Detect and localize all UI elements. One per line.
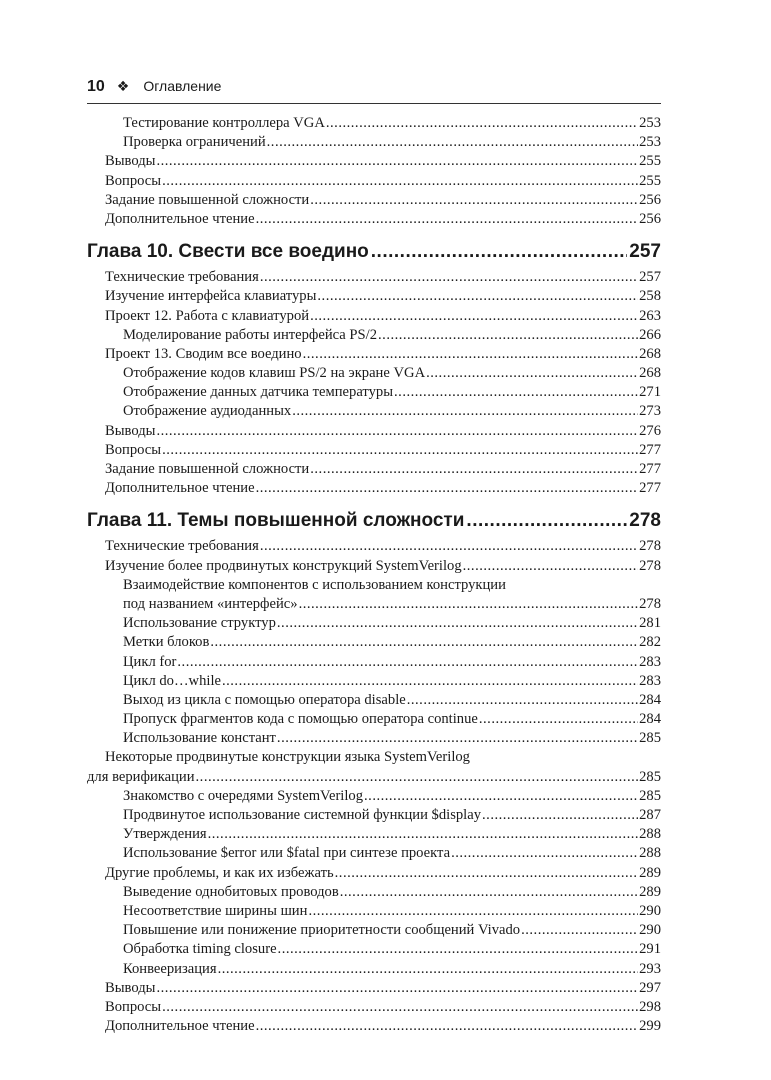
toc-entry[interactable] xyxy=(87,864,661,883)
toc-entry[interactable] xyxy=(87,345,661,364)
toc-entry[interactable] xyxy=(87,191,661,210)
dot-leader xyxy=(364,787,638,806)
entry-title: Выход из цикла с помощью оператора disable xyxy=(123,691,406,708)
page-number: 10 xyxy=(87,78,105,95)
entry-title: Использование констант xyxy=(123,730,276,747)
dot-leader xyxy=(310,307,638,326)
entry-page: 285 xyxy=(639,730,661,747)
entry-page: 289 xyxy=(639,883,661,900)
dot-leader xyxy=(256,479,639,498)
entry-title: под названием «интерфейс» xyxy=(123,595,298,612)
toc-entry[interactable] xyxy=(87,825,661,844)
toc-entry[interactable] xyxy=(87,537,661,556)
entry-page: 293 xyxy=(639,960,661,977)
entry-page: 283 xyxy=(639,672,661,689)
entry-title: Использование структур xyxy=(123,615,276,632)
entry-page: 276 xyxy=(639,422,661,439)
entry-title: Дополнительное чтение xyxy=(105,480,255,497)
entry-title: Изучение интерфейса клавиатуры xyxy=(105,288,317,305)
dot-leader xyxy=(256,210,639,229)
entry-page: 277 xyxy=(639,461,661,477)
diamond-ornament-icon: ❖ xyxy=(116,78,130,94)
entry-title: Использование $error или $fatal при синтезе проекта xyxy=(123,845,451,862)
toc-entry[interactable] xyxy=(87,653,661,672)
entry-page: 256 xyxy=(639,210,661,227)
toc-entry[interactable] xyxy=(87,1017,661,1036)
entry-page: 283 xyxy=(639,653,661,670)
entry-title: Задание повышенной сложности xyxy=(105,461,310,477)
entry-title: Дополнительное чтение xyxy=(105,210,255,227)
entry-page: 299 xyxy=(639,1018,661,1035)
entry-page: 268 xyxy=(639,345,661,362)
dot-leader xyxy=(310,191,638,210)
entry-title: Тестирование контроллера VGA xyxy=(123,115,325,131)
toc-entry[interactable] xyxy=(87,152,661,171)
entry-title: Утверждения xyxy=(123,826,207,843)
toc-entry[interactable] xyxy=(87,806,661,825)
entry-title: Обработка timing closure xyxy=(123,941,277,958)
entry-page: 255 xyxy=(639,172,661,189)
running-header xyxy=(87,78,661,100)
toc-entry[interactable] xyxy=(87,326,661,345)
dot-leader xyxy=(218,960,639,979)
entry-title: Пропуск фрагментов кода с помощью оператора continue xyxy=(123,711,478,728)
entry-title: Вопросы xyxy=(105,441,162,458)
entry-page: 291 xyxy=(639,941,661,958)
dot-leader xyxy=(210,633,638,652)
entry-page: 277 xyxy=(639,441,661,458)
entry-title: Технические требования xyxy=(105,538,259,555)
entry-title: Выводы xyxy=(105,979,156,996)
entry-title: Цикл do…while xyxy=(123,672,221,689)
toc-entry[interactable] xyxy=(87,172,661,191)
entry-title: Вопросы xyxy=(105,998,162,1015)
dot-leader xyxy=(162,441,638,460)
dot-leader xyxy=(156,979,638,998)
toc-entry[interactable] xyxy=(87,268,661,287)
dot-leader xyxy=(463,557,638,576)
toc-entry[interactable] xyxy=(87,921,661,940)
toc-entry[interactable] xyxy=(87,672,661,691)
dot-leader xyxy=(260,268,638,287)
chapter-title: Глава 10. Свести все воедино xyxy=(87,241,369,263)
entry-title: Выведение однобитовых проводов xyxy=(123,883,339,900)
toc-entry[interactable] xyxy=(87,691,661,710)
entry-title: Знакомство с очередями SystemVerilog xyxy=(123,787,364,804)
entry-page: 271 xyxy=(639,384,661,401)
chapter-title: Глава 11. Темы повышенной сложности xyxy=(87,510,465,532)
toc-entry[interactable] xyxy=(87,960,661,979)
toc-entry[interactable] xyxy=(87,383,661,402)
entry-page: 258 xyxy=(639,288,661,305)
dot-leader xyxy=(479,710,638,729)
entry-title: Конвееризация xyxy=(123,960,217,977)
dot-leader xyxy=(310,460,638,479)
toc-entry[interactable] xyxy=(87,479,661,498)
entry-page: 288 xyxy=(639,845,661,862)
toc-entry[interactable] xyxy=(87,940,661,959)
dot-leader xyxy=(196,768,639,787)
chapter-page: 278 xyxy=(629,510,661,532)
toc-entry[interactable] xyxy=(87,844,661,863)
entry-page: 284 xyxy=(639,711,661,728)
chapter-10-heading[interactable] xyxy=(87,239,661,265)
chapter-10-entries xyxy=(87,268,661,498)
entry-page: 297 xyxy=(639,979,661,996)
entry-page: 277 xyxy=(639,480,661,497)
dot-leader xyxy=(260,537,638,556)
toc-entry[interactable] xyxy=(87,633,661,652)
entry-title: для верификации xyxy=(87,768,195,785)
dot-leader xyxy=(378,326,638,345)
entry-page: 282 xyxy=(639,634,661,651)
entry-title: Проверка ограничений xyxy=(123,134,266,151)
entry-title: Другие проблемы, и как их избежать xyxy=(105,864,334,881)
entry-page: 290 xyxy=(639,902,661,919)
entry-title: Задание повышенной сложности xyxy=(105,191,310,208)
dot-leader xyxy=(162,172,638,191)
dot-leader xyxy=(466,508,627,534)
entry-title: Выводы xyxy=(105,422,156,439)
entry-title: Метки блоков xyxy=(123,634,210,651)
dot-leader xyxy=(208,825,639,844)
toc-entry[interactable] xyxy=(87,133,661,152)
dot-leader xyxy=(451,844,638,863)
toc-entry[interactable] xyxy=(87,979,661,998)
entry-title: Цикл for xyxy=(123,653,177,670)
entry-page: 266 xyxy=(639,326,661,343)
chapter-11-entries xyxy=(87,787,661,1036)
dot-leader xyxy=(326,114,638,133)
toc-entry[interactable] xyxy=(87,998,661,1017)
toc-entry[interactable] xyxy=(87,787,661,806)
dot-leader xyxy=(521,921,638,940)
entry-page: 278 xyxy=(639,595,661,612)
toc-entry[interactable] xyxy=(87,729,661,748)
entry-title: Дополнительное чтение xyxy=(105,1018,255,1035)
entry-page: 285 xyxy=(639,768,661,785)
entry-title-line-2 xyxy=(87,595,661,614)
toc-entry[interactable] xyxy=(87,287,661,306)
entry-page: 288 xyxy=(639,826,661,843)
entry-page: 281 xyxy=(639,615,661,632)
dot-leader xyxy=(277,614,638,633)
dot-leader xyxy=(482,806,638,825)
toc-entry[interactable] xyxy=(87,557,661,576)
entry-page: 253 xyxy=(639,115,661,131)
toc-entry[interactable] xyxy=(87,441,661,460)
chapter-page: 257 xyxy=(629,241,661,263)
dot-leader xyxy=(340,883,638,902)
entry-title: Продвинутое использование системной функции $display xyxy=(123,807,482,823)
entry-page: 257 xyxy=(639,269,661,286)
dot-leader xyxy=(222,672,638,691)
toc-entry[interactable] xyxy=(87,710,661,729)
entry-page: 284 xyxy=(639,691,661,708)
header-rule xyxy=(87,103,661,104)
table-of-contents xyxy=(87,114,661,1036)
entry-title: Выводы xyxy=(105,153,156,170)
entry-title: Отображение аудиоданных xyxy=(123,403,292,420)
entry-page: 268 xyxy=(639,365,661,382)
entry-title: Несоответствие ширины шин xyxy=(123,902,308,919)
entry-title-line-2 xyxy=(87,768,661,787)
entry-page: 263 xyxy=(639,307,661,324)
chapter-11-entries xyxy=(87,614,661,748)
dot-leader xyxy=(177,653,638,672)
entry-page: 290 xyxy=(639,922,661,939)
section-title: Оглавление xyxy=(143,78,222,94)
entry-title: Изучение более продвинутых конструкций SystemVerilog xyxy=(105,557,462,574)
entry-page: 278 xyxy=(639,557,661,574)
entry-title: Проект 13. Сводим все воедино xyxy=(105,345,302,362)
chapter-11-heading[interactable] xyxy=(87,508,661,534)
entry-page: 285 xyxy=(639,787,661,804)
dot-leader xyxy=(156,422,638,441)
dot-leader xyxy=(156,152,638,171)
entry-title: Технические требования xyxy=(105,269,259,286)
chapter-11-entries xyxy=(87,537,661,575)
dot-leader xyxy=(256,1017,639,1036)
dot-leader xyxy=(371,239,628,265)
toc-entry[interactable] xyxy=(87,422,661,441)
entry-title: Отображение данных датчика температуры xyxy=(123,384,394,401)
toc-entry-multiline[interactable] xyxy=(87,748,661,786)
dot-leader xyxy=(407,691,638,710)
toc-entry-multiline[interactable] xyxy=(87,576,661,614)
entry-title: Повышение или понижение приоритетности сообщений Vivado xyxy=(123,922,521,939)
toc-entry[interactable] xyxy=(87,614,661,633)
toc-entry[interactable] xyxy=(87,402,661,421)
entry-page: 298 xyxy=(639,998,661,1015)
entry-page: 253 xyxy=(639,134,661,151)
toc-top-entries xyxy=(87,114,661,229)
entry-page: 287 xyxy=(639,807,661,823)
dot-leader xyxy=(317,287,638,306)
dot-leader xyxy=(267,133,638,152)
dot-leader xyxy=(426,364,638,383)
dot-leader xyxy=(292,402,638,421)
toc-entry[interactable] xyxy=(87,210,661,229)
entry-page: 289 xyxy=(639,864,661,881)
toc-entry[interactable] xyxy=(87,364,661,383)
dot-leader xyxy=(394,383,638,402)
entry-title: Моделирование работы интерфейса PS/2 xyxy=(123,326,378,343)
entry-page: 273 xyxy=(639,403,661,420)
dot-leader xyxy=(299,595,639,614)
toc-entry[interactable] xyxy=(87,307,661,326)
entry-title-line-1: Некоторые продвинутые конструкции языка SystemVerilog xyxy=(105,749,470,766)
entry-title: Проект 12. Работа с клавиатурой xyxy=(105,307,310,324)
toc-entry[interactable] xyxy=(87,902,661,921)
dot-leader xyxy=(277,729,638,748)
entry-page: 256 xyxy=(639,191,661,208)
dot-leader xyxy=(303,345,639,364)
dot-leader xyxy=(308,902,638,921)
dot-leader xyxy=(278,940,639,959)
entry-page: 255 xyxy=(639,153,661,170)
entry-page: 278 xyxy=(639,538,661,555)
dot-leader xyxy=(335,864,638,883)
entry-title: Отображение кодов клавиш PS/2 на экране VGA xyxy=(123,365,426,382)
toc-entry[interactable] xyxy=(87,460,661,479)
toc-entry[interactable] xyxy=(87,114,661,133)
toc-entry[interactable] xyxy=(87,883,661,902)
entry-title-line-1: Взаимодействие компонентов с использованием конструкции xyxy=(123,576,506,593)
entry-title: Вопросы xyxy=(105,172,162,189)
dot-leader xyxy=(162,998,638,1017)
